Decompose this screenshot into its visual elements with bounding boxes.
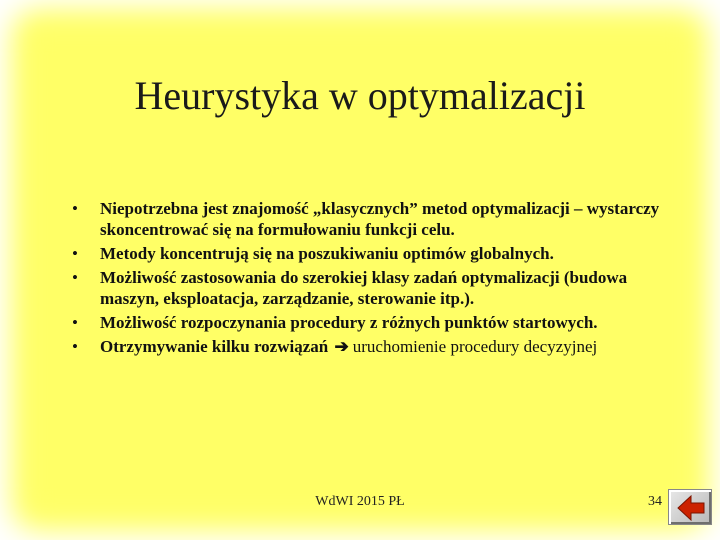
- bullet-item-3: [72, 267, 662, 309]
- bullet-symbol: •: [72, 199, 78, 218]
- right-arrow-icon: ➔: [334, 337, 349, 356]
- bullet-text: Możliwość rozpoczynania procedury z różnych punktów startowych.: [100, 313, 598, 332]
- bullet-symbol: •: [72, 337, 78, 356]
- bullet-text-normal: uruchomienie procedury decyzyjnej: [352, 337, 598, 356]
- bullet-symbol: •: [72, 313, 78, 332]
- bullet-text: Możliwość zastosowania do szerokiej klasy zadań optymalizacji (budowa maszyn, eksploatacja, zarządzanie, sterowanie itp.).: [100, 268, 628, 308]
- slide-title: Heurystyka w optymalizacji: [134, 73, 586, 118]
- slide-footer: WdWI 2015 PŁ: [315, 494, 405, 509]
- bullet-item-5: [72, 336, 662, 357]
- bullet-item-4: [72, 312, 662, 333]
- page-number: 34: [648, 494, 662, 509]
- bullet-list: [72, 198, 662, 360]
- back-button[interactable]: [668, 489, 712, 525]
- bullet-item-1: [72, 198, 662, 240]
- bullet-item-2: [72, 243, 662, 264]
- bullet-symbol: •: [72, 244, 78, 263]
- bullet-text: Niepotrzebna jest znajomość „klasycznych” metod optymalizacji – wystarczy skoncentrować się na formułowaniu funkcji celu.: [100, 199, 660, 239]
- bullet-symbol: •: [72, 268, 78, 287]
- bullet-text-bold: Otrzymywanie kilku rozwiązań: [100, 337, 329, 356]
- bullet-text: Metody koncentrują się na poszukiwaniu optimów globalnych.: [100, 244, 554, 263]
- back-arrow-icon: [677, 495, 705, 521]
